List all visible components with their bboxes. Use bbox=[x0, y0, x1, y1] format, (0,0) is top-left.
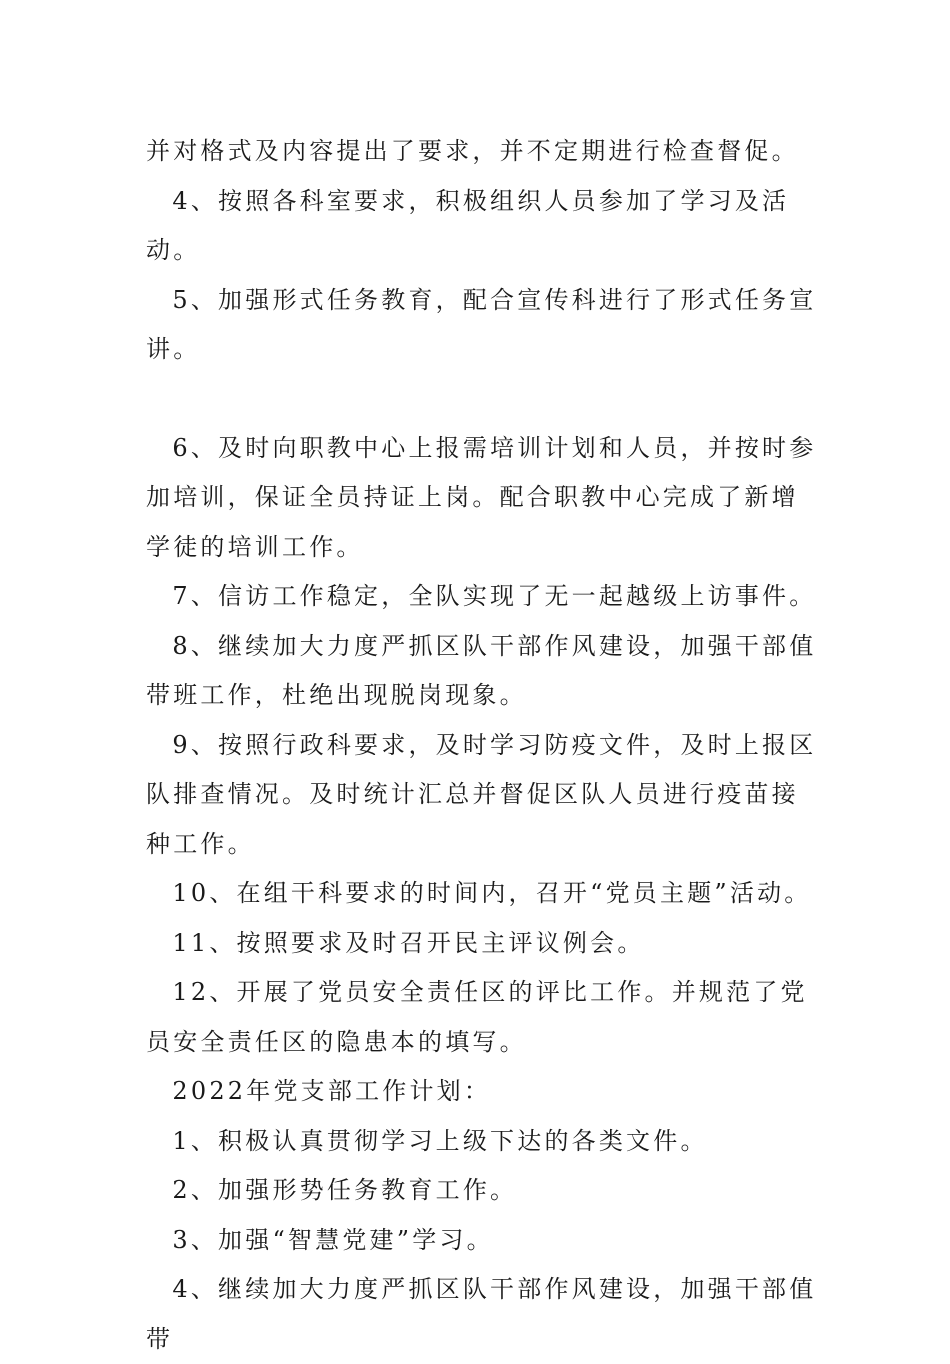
plan-item-3: 3、加强“智慧党建”学习。 bbox=[172, 1225, 494, 1254]
paragraph-continuation: 并对格式及内容提出了要求，并不定期进行检查督促。 bbox=[146, 137, 799, 165]
paragraph-item-12: 12、开展了党员安全责任区的评比工作。并规范了党员安全责任区的隐患本的填写。 bbox=[146, 978, 808, 1056]
paragraph-item-7: 7、信访工作稳定，全队实现了无一起越级上访事件。 bbox=[172, 582, 817, 610]
plan-item-1: 1、积极认真贯彻学习上级下达的各类文件。 bbox=[172, 1126, 708, 1155]
paragraph-item-4: 4、按照各科室要求，积极组织人员参加了学习及活动。 bbox=[146, 186, 790, 264]
paragraph-item-9: 9、按照行政科要求，及时学习防疫文件，及时上报区队排查情况。及时统计汇总并督促区队人员进行疫苗接种工作。 bbox=[146, 730, 817, 858]
paragraph-item-10: 10、在组干科要求的时间内，召开“党员主题”活动。 bbox=[172, 879, 812, 907]
paragraph-item-5: 5、加强形式任务教育，配合宣传科进行了形式任务宣讲。 bbox=[146, 285, 817, 363]
document-body bbox=[146, 127, 818, 1364]
plan-heading: 2022年党支部工作计划： bbox=[172, 1077, 492, 1105]
plan-item-2: 2、加强形势任务教育工作。 bbox=[172, 1176, 518, 1204]
paragraph-item-6: 6、及时向职教中心上报需培训计划和人员，并按时参加培训，保证全员持证上岗。配合职教中心完成了新增学徒的培训工作。 bbox=[146, 433, 817, 561]
plan-item-4: 4、继续加大力度严抓区队干部作风建设，加强干部值带 bbox=[146, 1275, 817, 1353]
paragraph-item-11: 11、按照要求及时召开民主评议例会。 bbox=[172, 928, 645, 957]
paragraph-item-8: 8、继续加大力度严抓区队干部作风建设，加强干部值带班工作，杜绝出现脱岗现象。 bbox=[146, 631, 817, 709]
